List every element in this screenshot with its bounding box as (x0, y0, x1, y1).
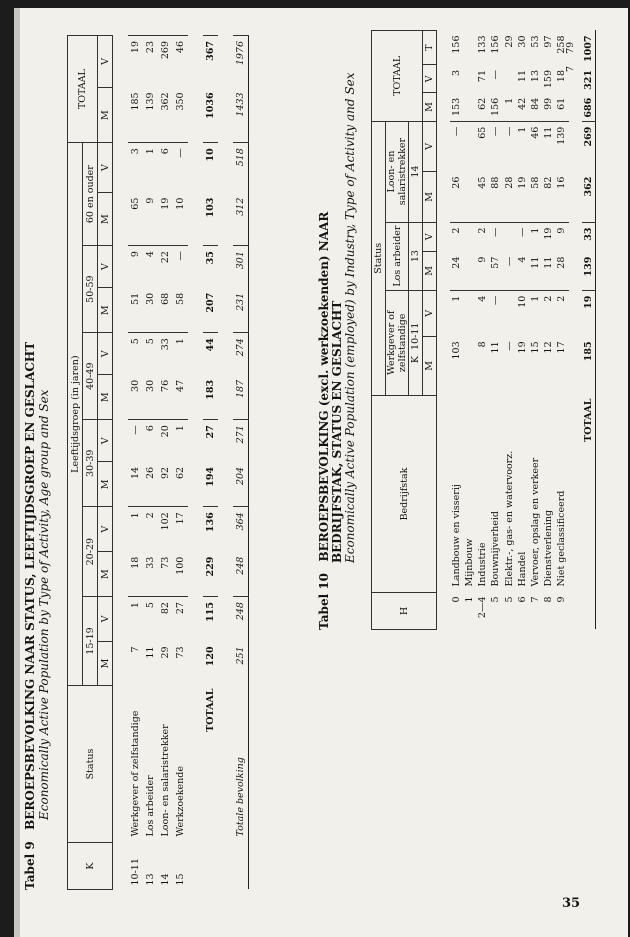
t9-value: 58 (175, 292, 186, 305)
t10-value: — (490, 222, 503, 252)
t10-row (450, 31, 463, 630)
t9-k-code: 15 (175, 873, 186, 886)
t10-value: 11 (529, 256, 541, 269)
t9-value: 30 (145, 379, 156, 392)
t9-head-v: V (98, 36, 113, 88)
t9-bevolking-value: 1976 (233, 36, 249, 88)
t9-bevolking-value: 518 (233, 143, 249, 193)
t9-value: 350 (175, 92, 186, 111)
t9-value: 185 (130, 92, 141, 111)
table10 (371, 30, 596, 630)
t10-value (503, 65, 516, 93)
t9-bevolking-value: 204 (235, 466, 246, 486)
table10-title-nl-1: BEROEPSBEVOLKING (excl. werkzoekenden) NAAR (317, 211, 331, 562)
t10-value (503, 290, 516, 336)
t10-total-value: 33 (582, 222, 596, 252)
t9-bevolking-value: 364 (233, 507, 249, 552)
t9-total-value: 35 (203, 246, 218, 288)
t10-value: 156 (490, 35, 502, 54)
t10-body (450, 31, 596, 630)
t9-group: 60 en ouder (83, 143, 98, 246)
t10-total-value: 321 (582, 69, 594, 90)
table9-subtitle (37, 390, 51, 820)
t10-head-k1: K 10-11 (409, 290, 423, 395)
t10-head-bedrijfstak: Bedrijfstak (372, 396, 437, 593)
t9-bevolking-value: 248 (235, 556, 246, 575)
t10-h-code: 2—4 (477, 596, 489, 619)
t10-value: 1 (516, 121, 529, 171)
t10-h-code: 6 (516, 596, 528, 603)
table9-title-en: Economically Active Population by Type of Activity, Age group and Sex (37, 389, 51, 820)
t9-value: 4 (143, 246, 158, 288)
t10-value: 1 (529, 222, 542, 252)
t9-total-value: 120 (205, 646, 216, 667)
t10-value (503, 222, 516, 252)
t10-value: — (503, 121, 516, 171)
t9-value: 68 (160, 292, 171, 305)
t10-value: 156 (490, 97, 502, 116)
t10-value: — (503, 341, 515, 351)
t9-value: 9 (145, 197, 156, 204)
t10-v: V (423, 65, 437, 93)
t9-head-m: M (98, 641, 113, 685)
t10-value: 1 (503, 97, 515, 104)
t10-value: 11 (543, 121, 556, 171)
t9-head-v: V (98, 333, 113, 375)
t10-row (556, 31, 569, 630)
t10-m: M (423, 252, 437, 291)
t9-head-v: V (98, 143, 113, 193)
t9-value: 47 (175, 379, 186, 392)
t9-bevolking-row (233, 36, 249, 890)
t10-value: 153 (450, 97, 462, 116)
t10-m: M (423, 336, 437, 395)
t10-total-value: 19 (582, 290, 596, 336)
t10-value: 84 (529, 97, 541, 110)
t9-head-totaal: TOTAAL (68, 36, 98, 143)
t10-value: 12 (543, 341, 555, 354)
t10-value: 13 (529, 69, 541, 83)
t10-value (463, 290, 476, 336)
t10-industry-label: Mijnbouw (463, 538, 475, 587)
t10-row (503, 31, 516, 630)
t10-value: 103 (450, 341, 462, 360)
t9-bevolking-value: 251 (235, 646, 246, 665)
t9-head-v: V (98, 507, 113, 552)
t10-value: 53 (529, 35, 541, 48)
t9-value: 10 (175, 197, 186, 210)
t10-value (463, 222, 476, 252)
t9-head-m: M (98, 375, 113, 420)
t10-value: — (490, 121, 503, 171)
t9-value: 5 (143, 333, 158, 375)
t10-value: 19 (543, 222, 556, 252)
t10-h-code: 1 (463, 596, 475, 603)
t10-value: 11 (516, 69, 528, 83)
t10-h-code: 8 (543, 596, 555, 603)
t9-group: 50-59 (83, 246, 98, 333)
t9-total-value: 367 (203, 36, 218, 88)
t9-status-label: Los arbeider (145, 775, 156, 837)
t9-value: 9 (128, 246, 143, 288)
t10-value: 46 (529, 121, 542, 171)
t10-t: T (423, 31, 437, 65)
t10-value: 9 (477, 256, 489, 263)
t10-value: — (450, 121, 463, 171)
t9-total-value: 136 (203, 507, 218, 552)
t10-value (463, 336, 476, 395)
t10-total-value: 139 (582, 256, 594, 277)
t9-value: 17 (173, 507, 188, 552)
t10-value: 133 (477, 35, 489, 54)
t9-value: 100 (175, 556, 186, 575)
t9-value: 26 (145, 466, 156, 479)
t9-head-m: M (98, 462, 113, 507)
t10-value: 258 (556, 35, 568, 54)
t9-group: 40-49 (83, 333, 98, 420)
t10-value: 29 (503, 35, 515, 48)
t9-value: 1 (173, 420, 188, 462)
t10-value: — (490, 290, 503, 336)
t10-head-status: Status (372, 121, 386, 395)
t10-value: 139 (556, 121, 569, 171)
t10-total-value: 362 (582, 176, 594, 197)
t9-head-m: M (98, 552, 113, 597)
t10-value: 88 (490, 176, 502, 189)
t9-row (143, 36, 158, 890)
t9-bevolking-value: 301 (233, 246, 249, 288)
t9-k-code: 13 (145, 873, 156, 886)
t9-value: 1 (128, 597, 143, 642)
t9-value: 33 (145, 556, 156, 569)
t9-bevolking-value: 274 (233, 333, 249, 375)
t10-value: 82 (543, 176, 555, 189)
t9-group: 30-39 (83, 420, 98, 507)
t9-value: 5 (143, 597, 158, 642)
table9-title-nl: BEROEPSBEVOLKING NAAR STATUS, LEEFTIJDSGROEP EN GESLACHT (23, 341, 37, 830)
t10-value: 2 (556, 290, 569, 336)
t10-value: 19 (516, 341, 528, 354)
t10-row (516, 31, 529, 630)
t10-total-label: TOTAAL (582, 398, 594, 442)
scanned-page (14, 8, 628, 937)
t10-value: 30 (516, 35, 528, 48)
t10-value (463, 31, 476, 65)
t10-head-los: Los arbeider (386, 222, 409, 290)
t9-bevolking-value: 271 (233, 420, 249, 462)
table10-title (317, 212, 331, 630)
t10-industry-label: Landbouw en visserij (450, 484, 462, 587)
t10-value: 19 (516, 176, 528, 189)
t9-value: 65 (130, 197, 141, 210)
t9-value: 2 (143, 507, 158, 552)
t10-value: 2 (477, 222, 490, 252)
t9-total-value: 103 (205, 197, 216, 218)
t10-total-value: 185 (582, 341, 594, 362)
t10-value (463, 65, 476, 93)
t9-value: 19 (160, 197, 171, 210)
t9-row (173, 36, 188, 890)
t10-industry-label: Niet geclassificeerd (556, 490, 568, 587)
t10-total-value: 269 (582, 121, 596, 171)
t9-bevolking-value: 187 (235, 379, 246, 398)
t10-h-code: 5 (503, 596, 515, 603)
t10-value: 1 (450, 290, 463, 336)
t9-value: 362 (160, 92, 171, 111)
t9-total-value: 44 (203, 333, 218, 375)
t9-value: 1 (173, 333, 188, 375)
table10-title-nl-2: BEDRIJFSTAK, STATUS EN GESLACHT (330, 300, 344, 563)
t9-group: 15-19 (83, 597, 98, 686)
t9-head-v: V (98, 246, 113, 288)
t9-k-code: 14 (160, 873, 171, 886)
t10-v: V (423, 121, 437, 171)
t10-row (543, 31, 556, 630)
t10-value (463, 252, 476, 291)
t9-value: 19 (128, 36, 143, 88)
t10-row (490, 31, 503, 630)
t10-value: 10 (516, 290, 529, 336)
t10-value: 9 (556, 222, 569, 252)
t9-row (158, 36, 173, 890)
t9-value: 73 (160, 556, 171, 569)
t10-industry-label: Vervoer, opslag en verkeer (529, 457, 541, 587)
t9-status-label: Werkzoekende (175, 766, 186, 837)
t9-value: 102 (158, 507, 173, 552)
t10-value: — (516, 222, 529, 252)
t9-bevolking-label: Totale bevolking (235, 757, 246, 837)
t9-head-v: V (98, 420, 113, 462)
table10-title-2 (330, 301, 344, 563)
t9-total-value: 1036 (205, 92, 216, 119)
t10-value: 24 (450, 256, 462, 269)
t9-value: 30 (145, 292, 156, 305)
t10-total-value: 686 (582, 97, 594, 118)
t10-total-row (582, 31, 596, 630)
t9-value: 18 (130, 556, 141, 569)
t9-body (128, 36, 249, 890)
t10-value: 8 (477, 341, 489, 348)
t10-value: 99 (543, 97, 555, 110)
t10-h-code: 0 (450, 596, 462, 603)
t10-industry-label: Bouwnijverheid (490, 511, 502, 587)
t10-v: V (423, 290, 437, 336)
t10-industry-label: Industrie (477, 542, 489, 587)
t9-value: 27 (173, 597, 188, 642)
t10-value: 11 (490, 341, 502, 354)
t10-row (477, 31, 490, 630)
t10-industry-label: Dienstverlening (543, 509, 555, 587)
t9-status-label: Werkgever of zelfstandige (130, 710, 141, 837)
t10-v: V (423, 222, 437, 252)
t9-value: 82 (158, 597, 173, 642)
t9-head-m: M (98, 288, 113, 333)
t10-head-loon: Loon- en salaristrekker (386, 121, 409, 222)
t9-value: 20 (158, 420, 173, 462)
table9-label: Tabel 9 (23, 841, 37, 890)
t10-value: 45 (477, 176, 489, 189)
t10-value: 17 (556, 341, 568, 354)
t10-value: — (503, 256, 515, 267)
t9-total-row (203, 36, 218, 890)
t9-total-value: 27 (203, 420, 218, 462)
t9-bevolking-value: 312 (235, 197, 246, 216)
t9-value: 46 (173, 36, 188, 88)
t10-value: 18 (556, 69, 568, 83)
t9-value: 29 (160, 646, 171, 659)
t9-value: 139 (145, 92, 156, 111)
t10-head-k3: 14 (409, 121, 423, 222)
t9-row (128, 36, 143, 890)
t10-value: 3 (450, 69, 462, 77)
table10-subtitle (343, 73, 357, 563)
t10-h-code: 5 (490, 596, 502, 603)
t9-value: — (128, 420, 143, 462)
t9-total-value: 183 (205, 379, 216, 400)
t10-value: 61 (556, 97, 568, 110)
t9-total-label: TOTAAL (205, 688, 216, 732)
t9-value: 30 (130, 379, 141, 392)
t9-bevolking-value: 248 (233, 597, 249, 642)
t9-group: 20-29 (83, 507, 98, 597)
t10-value: 4 (477, 290, 490, 336)
t9-bevolking-value: 231 (235, 292, 246, 311)
t10-value: — (490, 69, 502, 80)
t9-total-value: 229 (205, 556, 216, 577)
t9-head-status: Status (68, 686, 113, 843)
t9-value: 11 (145, 646, 156, 659)
t10-value (463, 93, 476, 121)
t9-value: 33 (158, 333, 173, 375)
table10-title-en: Economically Active Population (employed) by Industry, Type of Activity and Sex (343, 72, 357, 563)
t9-value: 3 (128, 143, 143, 193)
t10-value: 159 (543, 69, 555, 89)
t10-value: 97 (543, 35, 555, 48)
t10-row (529, 31, 542, 630)
t10-head-k2: 13 (409, 222, 423, 290)
t10-value: 71 (477, 69, 489, 83)
t9-head-leeftijd: Leeftijdsgroep (in jaren) (68, 143, 83, 686)
t9-value: 22 (158, 246, 173, 288)
t9-total-value: 10 (203, 143, 218, 193)
t10-value: 28 (503, 176, 515, 189)
t9-k-code (203, 843, 218, 890)
t9-head-k: K (68, 843, 113, 890)
t10-value: 15 (529, 341, 541, 354)
t9-value: 6 (143, 420, 158, 462)
t9-value: 5 (128, 333, 143, 375)
t10-value: 57 (490, 256, 502, 269)
t9-k-code: 10-11 (130, 858, 141, 886)
t9-value: 76 (160, 379, 171, 392)
t10-value: 11 (543, 256, 555, 269)
t10-head-werkgever: Werkgever of zelfstandige (386, 290, 409, 395)
page-number: 35 (562, 896, 581, 911)
t9-value: 6 (158, 143, 173, 193)
t10-value: 2 (450, 222, 463, 252)
t10-h-code: 7 (529, 596, 541, 603)
t10-h-code: 9 (556, 596, 568, 603)
rotated-content (19, 10, 619, 930)
t9-value: 7 (130, 646, 141, 653)
t9-value: 62 (175, 466, 186, 479)
t9-value: 92 (160, 466, 171, 479)
t10-total-value: 1007 (582, 35, 594, 62)
t10-value: 1 (529, 290, 542, 336)
table9 (67, 35, 249, 890)
t9-total-value: 115 (203, 597, 218, 642)
t9-total-value: 207 (205, 292, 216, 313)
t9-value: 23 (143, 36, 158, 88)
t10-value: 62 (477, 97, 489, 110)
t10-h-code (582, 593, 596, 630)
t9-k-code (233, 843, 249, 890)
t10-value: 4 (516, 256, 528, 263)
t10-m: M (423, 172, 437, 222)
t10-value: 2 (543, 290, 556, 336)
t10-value: 28 (556, 256, 568, 269)
t10-value: 26 (450, 176, 462, 189)
t9-value: 1 (128, 507, 143, 552)
t10-head-totaal: TOTAAL (372, 31, 423, 122)
t10-value: 16 (556, 176, 568, 189)
t9-value: — (173, 246, 188, 288)
t10-value (463, 121, 476, 171)
t9-value: 14 (130, 466, 141, 479)
t10-industry-label: Handel (516, 551, 528, 587)
t9-value: — (173, 143, 188, 193)
t9-total-value: 194 (205, 466, 216, 487)
t10-head-h: H (372, 593, 437, 630)
t10-row (463, 31, 476, 630)
t9-head-m: M (98, 193, 113, 246)
t9-bevolking-value: 1433 (235, 92, 246, 117)
t10-extra-tail: 7 79 (565, 41, 576, 72)
t10-value: 156 (450, 35, 462, 54)
t9-value: 51 (130, 292, 141, 305)
table10-label: Tabel 10 (317, 572, 331, 630)
table9-title (23, 342, 37, 890)
t9-status-label: Loon- en salaristrekker (160, 724, 171, 837)
t10-value: 42 (516, 97, 528, 110)
t10-value (463, 172, 476, 222)
t9-head-v: V (98, 597, 113, 642)
t10-value: 58 (529, 176, 541, 189)
t9-value: 269 (158, 36, 173, 88)
t10-industry-label: Elektr.-, gas- en watervoorz. (503, 450, 515, 587)
t9-value: 73 (175, 646, 186, 659)
t9-value: 1 (143, 143, 158, 193)
t10-m: M (423, 93, 437, 121)
t10-value: 65 (477, 121, 490, 171)
t9-head-m: M (98, 87, 113, 142)
